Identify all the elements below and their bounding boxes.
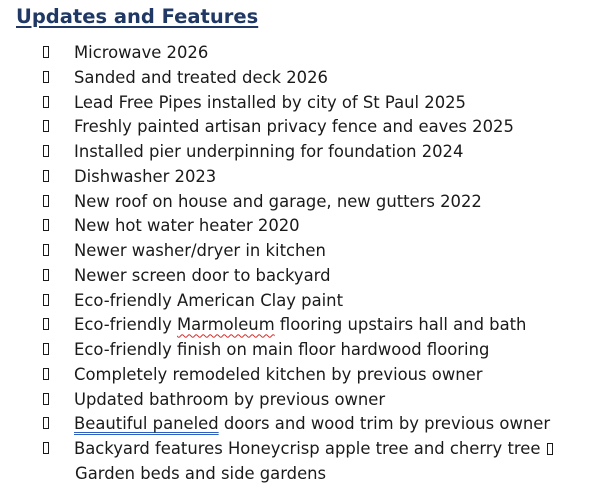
list-item-text: Dishwasher 2023 [74,166,217,186]
list-item-text: Newer washer/dryer in kitchen [74,241,326,260]
spellcheck-flagged-word[interactable]: Marmoleum [177,315,275,335]
list-item-text: Eco-friendly finish on main floor hardwood flooring [74,340,490,359]
list-item-text: Updated bathroom by previous owner [74,389,386,409]
list-item-text: New roof on house and garage, new gutters 2022 [74,191,482,211]
list-item-text [74,439,553,459]
bullet-icon [43,96,49,108]
bullet-icon [43,393,49,405]
list-item-text [74,315,526,335]
text-segment: doors and wood trim by previous owner [218,414,551,434]
bullet-icon [43,145,49,157]
grammar-flagged-phrase[interactable]: Beautiful paneled [74,414,219,434]
page-heading: Updates and Features [16,5,259,28]
bullet-icon [43,343,49,355]
list-item-continuation: Garden beds and side gardens [75,464,327,483]
bullet-icon [43,442,49,454]
bullet-icon [43,368,49,380]
list-item-text: New hot water heater 2020 [74,216,300,236]
bullet-icon [43,318,49,330]
list-item-text: Freshly painted artisan privacy fence and eaves 2025 [74,117,514,137]
bullet-icon [43,71,49,83]
bullet-icon [43,170,49,182]
list-item-text: Eco-friendly American Clay paint [74,290,343,310]
list-item-text: Lead Free Pipes installed by city of St Paul 2025 [74,92,466,112]
bullet-icon [43,294,49,306]
bullet-icon [43,417,49,429]
bullet-icon [43,244,49,256]
text-segment: flooring upstairs hall and bath [274,315,527,335]
list-item-text: Microwave 2026 [74,43,209,62]
bullet-icon [43,269,49,281]
list-item-text: Sanded and treated deck 2026 [74,67,328,87]
bullet-icon [43,46,49,58]
bullet-icon [43,195,49,207]
list-item-text [74,414,550,434]
bullet-icon [43,219,49,231]
list-item-text: Installed pier underpinning for foundation 2024 [74,142,464,161]
list-item-text: Newer screen door to backyard [74,265,331,285]
text-segment: Backyard features Honeycrisp apple tree and cherry tree [74,439,541,458]
bullet-icon [43,120,49,132]
inline-bullet-icon [547,443,553,455]
text-segment: Eco-friendly [74,315,178,335]
list-item-text: Completely remodeled kitchen by previous owner [74,364,483,384]
